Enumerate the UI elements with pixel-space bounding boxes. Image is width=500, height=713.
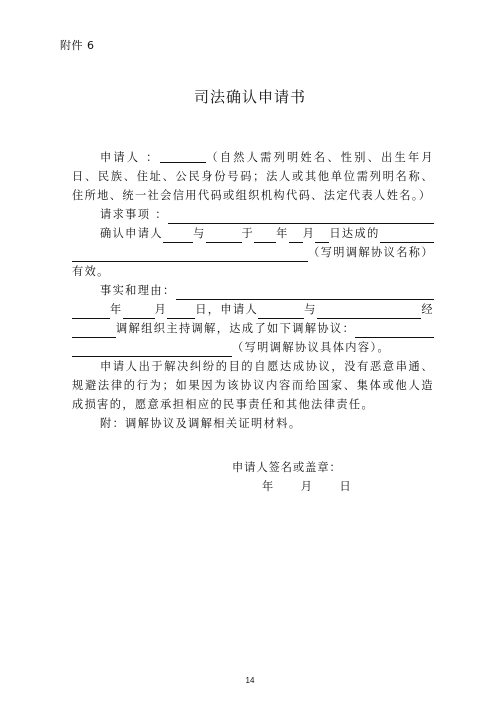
declaration-paragraph: 申请人出于解决纠纷的目的自愿达成协议，没有恶意串通、 规避法律的行为；如果因为该协议内容而给国家、集体或他人造成损害的，愿意承担相应的民事责任和其他法律责任。: [72, 360, 434, 411]
request-at-text: 于: [241, 227, 255, 240]
request-year-blank: [254, 230, 276, 243]
facts-date-row: [72, 300, 434, 319]
facts-content-note: （写明调解协议具体内容）。: [232, 341, 391, 354]
facts-content-row: [72, 338, 434, 357]
facts-party-b-blank: [317, 306, 422, 319]
facts-content-blank-b: [72, 344, 232, 357]
request-month-blank: [289, 230, 303, 243]
facts-via-text: 经: [421, 303, 434, 316]
request-day-blank: [315, 230, 329, 243]
facts-year-text: 年: [110, 303, 123, 316]
request-valid: 有效。: [72, 265, 110, 278]
request-party-a-blank: [163, 230, 193, 243]
facts-label: 事实和理由：: [100, 284, 176, 297]
signature-date: 年 月 日: [262, 480, 352, 493]
facts-day-blank: [167, 306, 195, 319]
page-number: 14: [245, 676, 255, 685]
request-name-row: [72, 243, 434, 262]
attachment-note: 附：调解协议及调解相关证明材料。: [100, 417, 302, 430]
facts-mediation-row: [72, 319, 434, 338]
applicant-note: （自然人需列明姓名、性别、出生年月日、民族、住址、公民身份号码；法人或其他单位需列明名称、住所地、统一社会信用代码或组织机构代码、法定代表人姓名。）: [72, 151, 434, 202]
request-name-blank-a: [380, 230, 434, 243]
request-blank: [168, 211, 434, 224]
facts-label-row: [72, 281, 434, 300]
document-body: [72, 148, 434, 433]
applicant-label: 申请人 ：: [100, 151, 160, 164]
facts-party-a-blank: [258, 306, 304, 319]
request-name-blank-b: [72, 249, 308, 262]
document-title: 司法确认申请书: [193, 88, 306, 106]
request-label-row: [72, 205, 434, 224]
facts-month-text: 月: [154, 303, 168, 316]
facts-year-blank: [72, 306, 110, 319]
request-month-text: 月: [302, 227, 316, 240]
request-confirm-text: 确认申请人: [100, 227, 163, 240]
applicant-blank: [160, 150, 206, 163]
facts-content-blank-a: [355, 325, 434, 338]
request-year-text: 年: [276, 227, 289, 240]
facts-blank: [176, 287, 434, 300]
facts-month-blank: [123, 306, 155, 319]
request-confirm-row: [72, 224, 434, 243]
signature-label: 申请人签名或盖章：: [232, 461, 342, 474]
attachment-label: 附件 6: [60, 39, 95, 52]
facts-org-blank: [72, 325, 116, 338]
request-party-b-blank: [206, 230, 242, 243]
facts-with-text: 与: [304, 303, 317, 316]
request-with-text: 与: [192, 227, 206, 240]
request-day-text: 日达成的: [329, 227, 380, 240]
facts-applicant-text: 日，申请人: [195, 303, 259, 316]
request-label: 请求事项 ：: [100, 208, 168, 221]
applicant-paragraph: [72, 148, 434, 205]
facts-mediation-text: 调解组织主持调解，达成了如下调解协议：: [116, 322, 356, 335]
request-name-note: （写明调解协议名称）: [308, 246, 434, 259]
